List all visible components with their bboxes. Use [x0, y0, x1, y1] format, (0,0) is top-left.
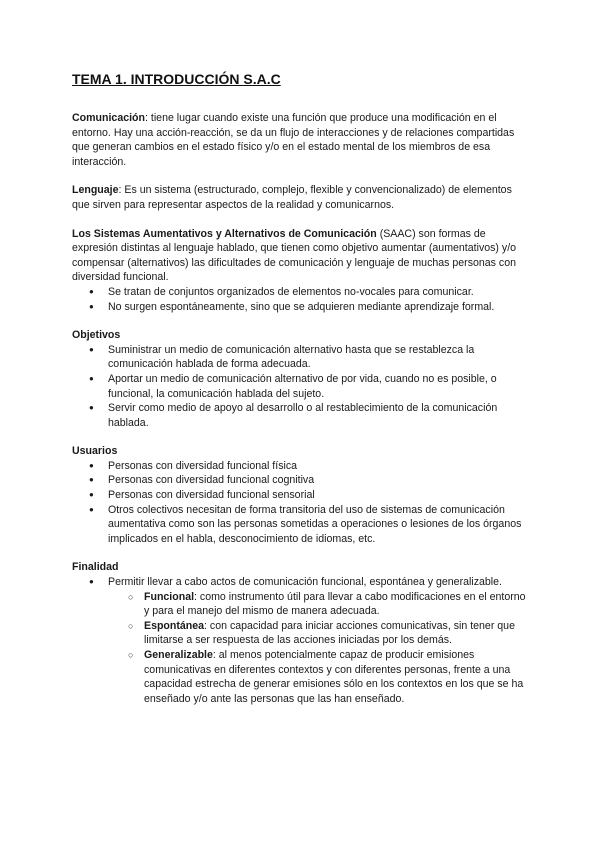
definition-lenguaje: : Es un sistema (estructurado, complejo, flexible y convencionalizado) de elementos que sirven para representar aspectos de la realidad y comunicarnos.: [72, 184, 512, 211]
document-content: [72, 70, 532, 706]
objetivos-list: [72, 343, 532, 431]
term-funcional: Funcional: [144, 590, 195, 603]
list-item: ● Otros colectivos necesitan de forma transitoria del uso de sistemas de comunicación aumentativa como son las personas sometidas a operaciones o lesiones de los órganos implicados en el habla, desconocimiento de idiomas, etc.: [72, 503, 532, 547]
heading-usuarios: Usuarios: [72, 445, 118, 458]
sub-item-generalizable: [72, 648, 532, 706]
term-espontanea: Espontánea: [144, 619, 205, 632]
finalidad-list: [72, 575, 532, 590]
list-item: ● Personas con diversidad funcional cognitiva: [72, 473, 532, 488]
list-item: ● Servir como medio de apoyo al desarrollo o al restablecimiento de la comunicación hablada.: [72, 401, 532, 430]
text-espontanea: : con capacidad para iniciar acciones comunicativas, sin tener que limitarse a ser respuesta de las acciones iniciadas por los demás.: [144, 619, 515, 647]
term-generalizable: Generalizable: [144, 649, 213, 661]
list-item: ● Personas con diversidad funcional sensorial: [72, 488, 532, 503]
list-item: ● Se tratan de conjuntos organizados de elementos no-vocales para comunicar.: [72, 285, 532, 300]
definition-saac: (SAAC) son formas de expresión distintas al lenguaje hablado, que tienen como objetivo aumentar (aumentativos) y/o compensar (alternativos) las dificultades de comunicación y lenguaje de muchas personas con diversidad funcional.: [72, 227, 517, 284]
sub-item-espontanea: [72, 619, 532, 648]
term-comunicacion: Comunicación: [72, 112, 145, 124]
page-title: TEMA 1. INTRODUCCIÓN S.A.C: [72, 71, 281, 87]
definition-comunicacion: : tiene lugar cuando existe una función que produce una modificación en el entorno. Hay una acción-reacción, se da un flujo de interacciones y de relaciones compartidas que generan cambios en el estado físico y/o en el estado mental de los miembros de esa interacción.: [72, 112, 515, 168]
sub-item-funcional: [72, 590, 532, 619]
list-item: ● No surgen espontáneamente, sino que se adquieren mediante aprendizaje formal.: [72, 300, 532, 315]
finalidad-sublist: [72, 590, 532, 707]
term-saac: Los Sistemas Aumentativos y Alternativos de Comunicación: [72, 227, 377, 240]
list-item: ● Permitir llevar a cabo actos de comunicación funcional, espontánea y generalizable.: [72, 575, 532, 590]
paragraph-comunicacion: [72, 111, 532, 169]
paragraph-saac: [72, 227, 532, 285]
heading-objetivos: Objetivos: [72, 329, 121, 342]
list-item: ● Personas con diversidad funcional física: [72, 459, 532, 474]
term-lenguaje: Lenguaje: [72, 184, 119, 197]
saac-list: [72, 285, 532, 314]
paragraph-lenguaje: [72, 183, 532, 212]
text-funcional: : como instrumento útil para llevar a cabo modificaciones en el entorno y para el manejo del mismo de manera adecuada.: [144, 590, 526, 618]
heading-finalidad: Finalidad: [72, 561, 119, 574]
list-item: ● Suministrar un medio de comunicación alternativo hasta que se restablezca la comunicación hablada de forma adecuada.: [72, 343, 532, 372]
usuarios-list: [72, 459, 532, 547]
list-item: ● Aportar un medio de comunicación alternativo de por vida, cuando no es posible, o funcional, la comunicación hablada del sujeto.: [72, 372, 532, 401]
text-generalizable: : al menos potencialmente capaz de producir emisiones comunicativas en diferentes contextos y con diferentes personas, frente a una capacidad estrecha de generar emisiones sólo en los contextos en los que se ha enseñado y/o ante las personas que las han enseñado.: [144, 649, 524, 705]
